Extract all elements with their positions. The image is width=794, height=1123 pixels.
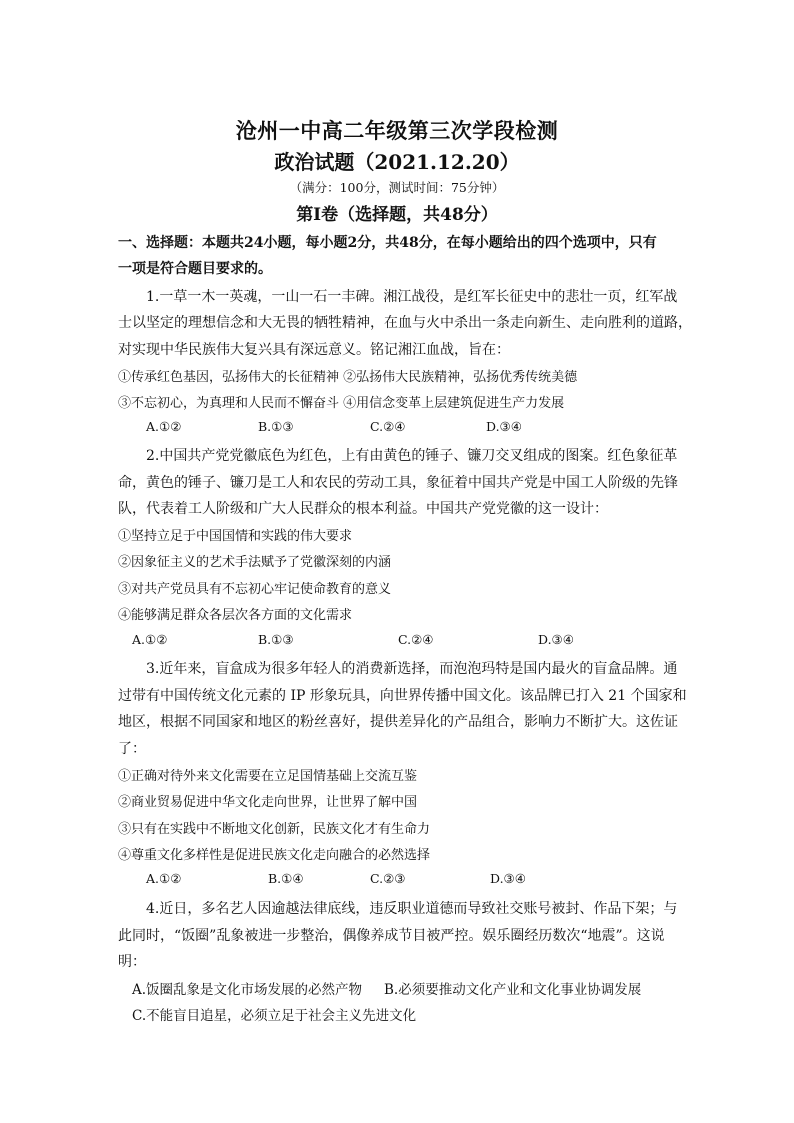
q1-stem-line2: 士以坚定的理想信念和大无畏的牺牲精神，在血与火中杀出一条走向新生、走向胜利的道路， bbox=[118, 315, 692, 331]
q2-stem-line2: 命，黄色的锤子、镰刀是工人和农民的劳动工具，象征着中国共产党是中国工人阶级的先锋 bbox=[118, 475, 678, 491]
q2-choice-a: A.①② bbox=[132, 632, 168, 647]
q2-choice-b: B.①③ bbox=[258, 632, 294, 647]
q2-option-1: ①坚持立足于中国国情和实践的伟大要求 bbox=[118, 529, 353, 544]
section-heading-line1: 一、选择题：本题共24小题，每小题2分，共48分，在每小题给出的四个选项中，只有 bbox=[118, 235, 657, 251]
q3-stem-line1: 3.近年来，盲盒成为很多年轻人的消费新选择，而泡泡玛特是国内最火的盲盒品牌。通 bbox=[146, 661, 678, 677]
q2-stem-line1: 2.中国共产党党徽底色为红色，上有由黄色的锤子、镰刀交叉组成的图案。红色象征革 bbox=[146, 448, 678, 464]
q3-option-1: ①正确对待外来文化需要在立足国情基础上交流互鉴 bbox=[118, 769, 418, 784]
q3-choice-c: C.②③ bbox=[370, 871, 406, 886]
q4-stem-line3: 明： bbox=[118, 954, 146, 970]
q2-option-2: ②因象征主义的艺术手法赋予了党徽深刻的内涵 bbox=[118, 555, 392, 570]
q1-stem-line1: 1.一草一木一英魂，一山一石一丰碑。湘江战役，是红军长征史中的悲壮一页，红军战 bbox=[146, 289, 678, 305]
q3-option-3: ③只有在实践中不断地文化创新，民族文化才有生命力 bbox=[118, 822, 431, 837]
exam-info: （满分：100分，测试时间：75分钟） bbox=[289, 180, 505, 195]
q2-choice-c: C.②④ bbox=[398, 632, 434, 647]
q2-stem-line3: 队，代表着工人阶级和广大人民群众的根本利益。中国共产党党徽的这一设计： bbox=[118, 501, 608, 517]
q3-choice-b: B.①④ bbox=[268, 871, 304, 886]
q3-choice-d: D.③④ bbox=[490, 871, 526, 886]
q2-option-3: ③对共产党员具有不忘初心牢记使命教育的意义 bbox=[118, 582, 392, 597]
q1-option-line2: ③不忘初心，为真理和人民而不懈奋斗 ④用信念变革上层建筑促进生产力发展 bbox=[118, 396, 565, 411]
exam-title: 沧州一中高二年级第三次学段检测 bbox=[235, 118, 559, 143]
q2-option-4: ④能够满足群众各层次各方面的文化需求 bbox=[118, 608, 353, 623]
q4-choice-c: C.不能盲目追星，必须立足于社会主义先进文化 bbox=[132, 1008, 417, 1024]
q1-stem-line3: 对实现中华民族伟大复兴具有深远意义。铭记湘江血战，旨在： bbox=[118, 342, 510, 358]
q4-choice-b: B.必须要推动文化产业和文化事业协调发展 bbox=[384, 982, 642, 998]
q3-option-4: ④尊重文化多样性是促进民族文化走向融合的必然选择 bbox=[118, 848, 431, 863]
q3-option-2: ②商业贸易促进中华文化走向世界，让世界了解中国 bbox=[118, 795, 418, 810]
q3-stem-line4: 了： bbox=[118, 741, 146, 757]
q4-stem-line2: 此同时，“饭圈”乱象被进一步整治，偶像养成节目被严控。娱乐圈经历数次“地震”。这说 bbox=[118, 928, 665, 944]
q1-choice-b: B.①③ bbox=[258, 419, 294, 434]
q1-choice-d: D.③④ bbox=[486, 419, 522, 434]
exam-subtitle: 政治试题（2021.12.20） bbox=[274, 150, 520, 174]
q1-choice-c: C.②④ bbox=[370, 419, 406, 434]
q1-choice-a: A.①② bbox=[146, 419, 182, 434]
q3-stem-line2: 过带有中国传统文化元素的 IP 形象玩具，向世界传播中国文化。该品牌已打入 21 个国家和 bbox=[118, 688, 687, 704]
q2-choice-d: D.③④ bbox=[538, 632, 574, 647]
q3-stem-line3: 地区，根据不同国家和地区的粉丝喜好，提供差异化的产品组合，影响力不断扩大。这佐证 bbox=[118, 714, 678, 730]
q1-option-line1: ①传承红色基因，弘扬伟大的长征精神 ②弘扬伟大民族精神，弘扬优秀传统美德 bbox=[118, 370, 578, 385]
q3-choice-a: A.①② bbox=[146, 871, 182, 886]
q4-choice-a: A.饭圈乱象是文化市场发展的必然产物 bbox=[132, 982, 363, 998]
section-heading-line2: 一项是符合题目要求的。 bbox=[118, 261, 272, 277]
q4-stem-line1: 4.近日，多名艺人因逾越法律底线，违反职业道德而导致社交账号被封、作品下架；与 bbox=[146, 901, 678, 917]
part-heading: 第Ⅰ卷（选择题，共48分） bbox=[296, 205, 498, 225]
